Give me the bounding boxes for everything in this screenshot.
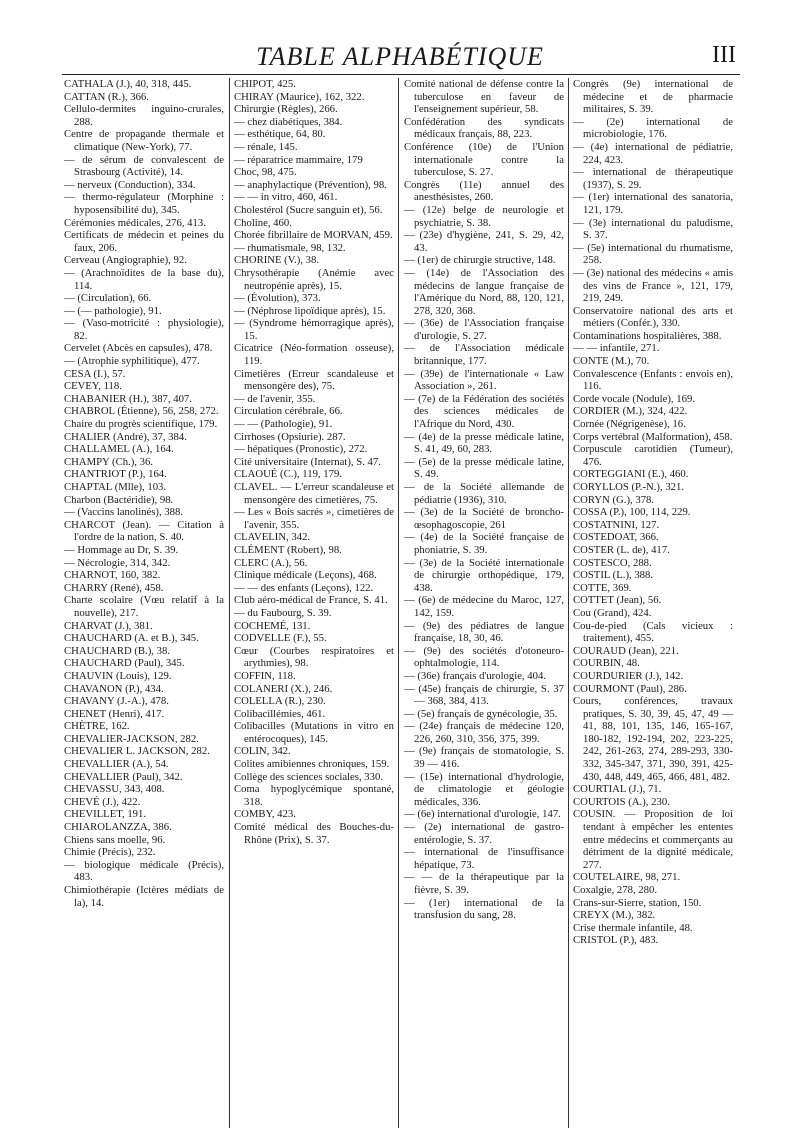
index-entry: Chaire du progrès scientifique, 179. <box>64 418 218 431</box>
index-entry: CONTE (M.), 70. <box>573 355 650 368</box>
index-entry: Chimie (Précis), 232. <box>64 846 156 859</box>
index-entry: CHEVILLET, 191. <box>64 808 147 821</box>
index-entry: CHALIER (André), 37, 384. <box>64 430 187 443</box>
index-entry: COSSA (P.), 100, 114, 229. <box>573 506 691 519</box>
index-entry: — de la Société allemande de pédiatrie (1936), 310. <box>404 481 564 506</box>
column-divider <box>229 78 230 1128</box>
index-entry: Corps vertébral (Malformation), 458. <box>573 430 733 443</box>
index-entry: — de l'Association médicale britannique, 177. <box>404 342 564 368</box>
index-entry: COSTESCO, 288. <box>573 556 652 569</box>
index-entry: COURAUD (Jean), 221. <box>573 644 679 657</box>
index-entry: Cellulo-dermites inguino-crurales, 288. <box>64 103 224 128</box>
index-entry: CORDIER (M.), 324, 422. <box>573 405 688 418</box>
index-entry: CHORINE (V.), 38. <box>234 254 320 267</box>
index-entry: CHAUCHARD (Paul), 345. <box>64 657 185 670</box>
index-entry: — (1er) international de la transfusion du sang, 28. <box>404 896 564 922</box>
index-entry: Circulation cérébrale, 66. <box>234 405 343 418</box>
index-entry: CORYLLOS (P.-N.), 321. <box>573 481 685 493</box>
index-entry: Coxalgie, 278, 280. <box>573 884 658 896</box>
index-entry: Comité national de défense contre la tuberculose en faveur de l'enseignement supérieur, 58. <box>404 78 564 116</box>
index-entry: Congrès (11e) annuel des anesthésistes, 260. <box>404 178 564 204</box>
index-entry: — — (Pathologie), 91. <box>234 418 333 431</box>
index-entry: — — de la thérapeutique par la fièvre, S. 39. <box>404 871 564 896</box>
index-entry: — (1er) international des sanatoria, 121, 179. <box>573 191 733 216</box>
index-entry: — (9e) des pédiatres de langue française, 18, 30, 46. <box>404 619 564 645</box>
index-entry: — (3e) de la Société internationale de chirurgie orthopédique, 179, 438. <box>404 556 564 594</box>
index-entry: CHIAROLANZZA, 386. <box>64 821 172 834</box>
index-entry: — (Vaccins lanolinés), 388. <box>64 506 184 519</box>
index-entry: Convalescence (Enfants : envois en), 116. <box>573 367 733 393</box>
index-column-2 <box>234 78 394 846</box>
index-entry: — (4e) de la presse médicale latine, S. 41, 49, 60, 283. <box>404 430 564 456</box>
index-entry: COURBIN, 48. <box>573 657 640 670</box>
index-entry: COUSIN. — Proposition de loi tendant à empêcher les ententes entre médecins et commerçants au détriment de la dignité médicale, 277. <box>573 808 733 871</box>
index-entry: CRISTOL (P.), 483. <box>573 934 659 947</box>
index-entry: — (9e) des sociétés d'otoneuro-ophtalmologie, 114. <box>404 644 564 670</box>
index-entry: Collège des sciences sociales, 330. <box>234 770 383 783</box>
page-number: III <box>712 42 736 68</box>
index-entry: Cou-de-pied (Cals vicieux : traitement), 455. <box>573 619 733 645</box>
index-entry: CORYN (G.), 378. <box>573 493 655 506</box>
index-entry: CLAOUÉ (C.), 119, 179. <box>234 468 342 481</box>
index-entry: — (4e) de la Société française de phoniatrie, S. 39. <box>404 531 564 556</box>
index-entry: CHAUCHARD (B.), 38. <box>64 644 170 657</box>
index-entry: — réparatrice mammaire, 179 <box>234 153 363 166</box>
index-entry: Certificats de médecin et peines du faux, 206. <box>64 229 224 254</box>
index-entry: — hépatiques (Pronostic), 272. <box>234 443 368 456</box>
index-entry: — chez diabétiques, 384. <box>234 115 343 128</box>
index-entry: — (— pathologie), 91. <box>64 304 162 317</box>
index-entry: CLAVEL. — L'erreur scandaleuse et mensongère des cimetières, 75. <box>234 481 394 506</box>
index-entry: — rénale, 145. <box>234 140 298 153</box>
index-entry: CATTAN (R.), 366. <box>64 90 149 103</box>
index-entry: — (9e) français de stomatologie, S. 39 — 416. <box>404 745 564 771</box>
index-entry: CORTEGGIANI (E.), 460. <box>573 468 689 481</box>
column-divider <box>398 78 399 1128</box>
index-entry: Choline, 460. <box>234 216 292 229</box>
index-entry: COTTE, 369. <box>573 581 632 594</box>
index-entry: — esthétique, 64, 80. <box>234 128 326 141</box>
index-entry: — de sérum de convalescent de Strasbourg (Activité), 14. <box>64 153 224 179</box>
index-entry: — (5e) de la presse médicale latine, S. 49. <box>404 455 564 481</box>
page-header <box>0 34 800 74</box>
index-entry: — (39e) de l'internationale « Law Association », 261. <box>404 367 564 393</box>
index-entry: Charbon (Bactéridie), 98. <box>64 493 174 506</box>
index-entry: Chirurgie (Règles), 266. <box>234 103 338 116</box>
index-entry: CHAPTAL (Mlle), 103. <box>64 481 167 493</box>
index-entry: — nerveux (Conduction), 334. <box>64 178 196 191</box>
index-entry: — Les « Bois sacrés », cimetières de l'avenir, 355. <box>234 506 394 531</box>
index-entry: Cimetières (Erreur scandaleuse et mensongère des), 75. <box>234 367 394 393</box>
index-entry: Chiens sans moelle, 96. <box>64 833 166 846</box>
index-entry: Cou (Grand), 424. <box>573 606 652 619</box>
index-entry: — (45e) français de chirurgie, S. 37 — 368, 384, 413. <box>404 682 564 708</box>
index-entry: CHAVANON (P.), 434. <box>64 682 164 695</box>
index-entry: — international de thérapeutique (1937), S. 29. <box>573 166 733 191</box>
index-entry: — — infantile, 271. <box>573 342 660 355</box>
index-entry: CHAMPY (Ch.), 36. <box>64 455 153 468</box>
index-entry: — (24e) français de médecine 120, 226, 260, 310, 356, 375, 399. <box>404 720 564 745</box>
index-entry: COSTEDOAT, 366. <box>573 531 659 544</box>
index-entry: Cerveau (Angiographie), 92. <box>64 254 187 267</box>
index-entry: COSTIL (L.), 388. <box>573 569 654 582</box>
index-entry: Cérémonies médicales, 276, 413. <box>64 216 206 229</box>
index-entry: — (1er) de chirurgie structive, 148. <box>404 254 556 267</box>
index-entry: Congrès (9e) international de médecine et de pharmacie militaires, S. 39. <box>573 78 733 116</box>
index-entry: — (36e) de l'Association française d'urologie, S. 27. <box>404 317 564 342</box>
index-entry: — (Néphrose lipoïdique après), 15. <box>234 304 386 317</box>
index-entry: Chorée fibrillaire de MORVAN, 459. <box>234 229 393 242</box>
index-entry: Corde vocale (Nodule), 169. <box>573 392 695 405</box>
index-entry: — de l'avenir, 355. <box>234 392 316 405</box>
index-entry: CHÈTRE, 162. <box>64 720 130 733</box>
index-entry: CREYX (M.), 382. <box>573 909 656 922</box>
index-entry: COURDURIER (J.), 142. <box>573 669 684 682</box>
index-entry: COMBY, 423. <box>234 808 296 821</box>
index-entry: COLELLA (R.), 230. <box>234 695 326 708</box>
index-entry: — (Vaso-motricité : physiologie), 82. <box>64 317 224 342</box>
index-entry: Cornée (Négrigenèse), 16. <box>573 418 686 431</box>
index-entry: CHIPOT, 425. <box>234 78 296 90</box>
index-entry: Conservatoire national des arts et métiers (Confér.), 330. <box>573 304 733 330</box>
index-entry: CHIRAY (Maurice), 162, 322. <box>234 90 365 103</box>
index-entry: — (14e) de l'Association des médecins de langue française de l'Amérique du Nord, 88, 120, 121, 278, 320, 368. <box>404 266 564 317</box>
index-entry: — (36e) français d'urologie, 404. <box>404 669 547 682</box>
index-entry: — (2e) international de gastro-entérologie, S. 37. <box>404 821 564 846</box>
index-entry: — du Faubourg, S. 39. <box>234 606 332 619</box>
index-entry: CLÉMENT (Robert), 98. <box>234 543 342 556</box>
index-entry: Cirrhoses (Opsiurie). 287. <box>234 430 346 443</box>
index-entry: CHAUVIN (Louis), 129. <box>64 669 172 682</box>
column-divider <box>568 78 569 1128</box>
index-entry: COURTOIS (A.), 230. <box>573 795 670 808</box>
index-entry: COFFIN, 118. <box>234 669 296 682</box>
index-entry: — (15e) international d'hydrologie, de climatologie et géologie médicales, 336. <box>404 770 564 808</box>
index-entry: Conférence (10e) de l'Union internationale contre la tuberculose, S. 27. <box>404 140 564 179</box>
index-entry: Cervelet (Abcès en capsules), 478. <box>64 342 213 355</box>
index-entry: — (12e) belge de neurologie et psychiatrie, S. 38. <box>404 203 564 229</box>
index-entry: CHAUCHARD (A. et B.), 345. <box>64 632 199 645</box>
index-entry: — (3e) de la Société de broncho-œsophagoscopie, 261 <box>404 506 564 531</box>
index-entry: — rhumatismale, 98, 132. <box>234 241 346 254</box>
index-entry: Cours, conférences, travaux pratiques, S. 30, 39, 45, 47, 49 — 41, 88, 101, 135, 146, 165-167, 180-182, 192-194, 202, 223-225, 242, 261-263, 274, 289-293, 330-332, 345-347, 371, 390, 391, 425-430, 448, 449, 465, 466, 481, 482. <box>573 695 733 783</box>
index-entry: CHALLAMEL (A.), 164. <box>64 443 174 456</box>
index-entry: — (6e) de médecine du Maroc, 127, 142, 159. <box>404 594 564 619</box>
index-entry: Cité universitaire (Internat), S. 47. <box>234 455 381 468</box>
index-entry: — anaphylactique (Prévention), 98. <box>234 178 387 191</box>
index-entry: — Hommage au Dr, S. 39. <box>64 543 179 556</box>
index-entry: Cicatrice (Néo-formation osseuse), 119. <box>234 342 394 368</box>
index-entry: — — in vitro, 460, 461. <box>234 191 338 204</box>
index-entry: Clinique médicale (Leçons), 468. <box>234 569 377 582</box>
index-entry: COLANERI (X.), 246. <box>234 682 333 695</box>
index-entry: Colites amibiennes chroniques, 159. <box>234 758 390 771</box>
index-entry: CHARRY (René), 458. <box>64 581 164 594</box>
index-column-4 <box>573 78 733 947</box>
index-entry: — (Évolution), 373. <box>234 292 321 305</box>
index-entry: Crans-sur-Sierre, station, 150. <box>573 896 702 909</box>
index-entry: — (7e) de la Fédération des sociétés des sciences médicales de l'Afrique du Nord, 430. <box>404 392 564 431</box>
index-entry: — (Arachnoïdites de la base du), 114. <box>64 266 224 292</box>
index-entry: — (Syndrome hémorragique après), 15. <box>234 317 394 342</box>
index-entry: CLAVELIN, 342. <box>234 531 311 544</box>
index-entry: Chrysothérapie (Anémie avec neutropénie après), 15. <box>234 266 394 292</box>
index-entry: Chimiothérapie (Ictères médiats de la), 14. <box>64 884 224 909</box>
index-entry: Colibacillémies, 461. <box>234 707 326 720</box>
index-entry: Charte scolaire (Vœu relatif à la nouvelle), 217. <box>64 594 224 619</box>
index-entry: CHABROL (Étienne), 56, 258, 272. <box>64 405 219 418</box>
index-entry: Crise thermale infantile, 48. <box>573 921 693 934</box>
index-entry: Colibacilles (Mutations in vitro en entérocoques), 145. <box>234 720 394 745</box>
index-entry: — thermo-régulateur (Morphine : hyposensibilité du), 345. <box>64 191 224 216</box>
index-entry: CHEVALIER L. JACKSON, 282. <box>64 745 210 758</box>
index-entry: CHEVALLIER (Paul), 342. <box>64 770 183 783</box>
index-entry: CHARCOT (Jean). — Citation à l'ordre de la nation, S. 40. <box>64 518 224 544</box>
index-entry: COUTELAIRE, 98, 271. <box>573 871 681 884</box>
index-entry: Comité médical des Bouches-du-Rhône (Prix), S. 37. <box>234 821 394 846</box>
page-title: TABLE ALPHABÉTIQUE <box>256 42 544 71</box>
index-entry: — (3e) national des médecins « amis des vins de France », 121, 179, 219, 249. <box>573 266 733 305</box>
index-entry: Cholestérol (Sucre sanguin et), 56. <box>234 203 383 216</box>
index-column-3 <box>404 78 564 922</box>
index-entry: COSTER (L. de), 417. <box>573 543 670 556</box>
index-entry: CHEVALLIER (A.), 54. <box>64 758 169 771</box>
index-entry: COSTATNINI, 127. <box>573 518 660 531</box>
index-entry: COLIN, 342. <box>234 745 291 758</box>
index-entry: CHARNOT, 160, 382. <box>64 569 161 582</box>
index-entry: COCHEMÉ, 131. <box>234 619 311 632</box>
index-entry: Coma hypoglycémique spontané, 318. <box>234 783 394 808</box>
index-entry: — (5e) international du rhumatisme, 258. <box>573 241 733 267</box>
index-entry: CHABANIER (H.), 387, 407. <box>64 392 192 405</box>
index-entry: — (Circulation), 66. <box>64 292 152 305</box>
index-entry: — (Atrophie syphilitique), 477. <box>64 355 200 368</box>
index-entry: — (5e) français de gynécologie, 35. <box>404 707 558 720</box>
index-entry: — Nécrologie, 314, 342. <box>64 556 171 569</box>
index-entry: — (23e) d'hygiène, 241, S. 29, 42, 43. <box>404 229 564 254</box>
index-entry: CHEVÉ (J.), 422. <box>64 795 141 808</box>
index-column-1 <box>64 78 224 909</box>
index-entry: CHANTRIOT (P.), 164. <box>64 468 167 481</box>
index-entry: CHENET (Henri), 417. <box>64 707 165 720</box>
index-entry: — biologique médicale (Précis), 483. <box>64 858 224 884</box>
index-entry: CODVELLE (F.), 55. <box>234 632 327 645</box>
index-entry: — international de l'insuffisance hépatique, 73. <box>404 846 564 871</box>
index-entry: CLERC (A.), 56. <box>234 556 308 569</box>
index-entry: Club aéro-médical de France, S. 41. <box>234 594 388 607</box>
index-entry: COURMONT (Paul), 286. <box>573 682 687 695</box>
header-rule <box>62 74 740 75</box>
index-entry: — (6e) international d'urologie, 147. <box>404 808 561 821</box>
index-entry: — (2e) international de microbiologie, 176. <box>573 115 733 141</box>
index-entry: Choc, 98, 475. <box>234 166 297 179</box>
index-entry: CHARVAT (J.), 381. <box>64 619 153 632</box>
index-entry: CHEVALIER-JACKSON, 282. <box>64 732 199 745</box>
index-entry: CATHALA (J.), 40, 318, 445. <box>64 78 192 90</box>
index-entry: Confédération des syndicats médicaux français, 88, 223. <box>404 115 564 141</box>
index-entry: Contaminations hospitalières, 388. <box>573 329 722 342</box>
index-entry: CHAVANY (J.-A.), 478. <box>64 695 169 708</box>
index-entry: COTTET (Jean), 56. <box>573 594 662 607</box>
index-entry: — (4e) international de pédiatrie, 224, 423. <box>573 140 733 166</box>
index-entry: Corpuscule carotidien (Tumeur), 476. <box>573 443 733 468</box>
index-entry: — — des enfants (Leçons), 122. <box>234 581 374 594</box>
index-entry: CHEVASSU, 343, 408. <box>64 783 165 796</box>
index-entry: CESA (I.), 57. <box>64 367 126 380</box>
index-entry: COURTIAL (J.), 71. <box>573 783 662 796</box>
index-entry: Cœur (Courbes respiratoires et arythmies), 98. <box>234 644 394 670</box>
index-entry: — (3e) international du paludisme, S. 37. <box>573 216 733 242</box>
index-entry: Centre de propagande thermale et climatique (New-York), 77. <box>64 128 224 153</box>
index-entry: CEVEY, 118. <box>64 380 122 393</box>
